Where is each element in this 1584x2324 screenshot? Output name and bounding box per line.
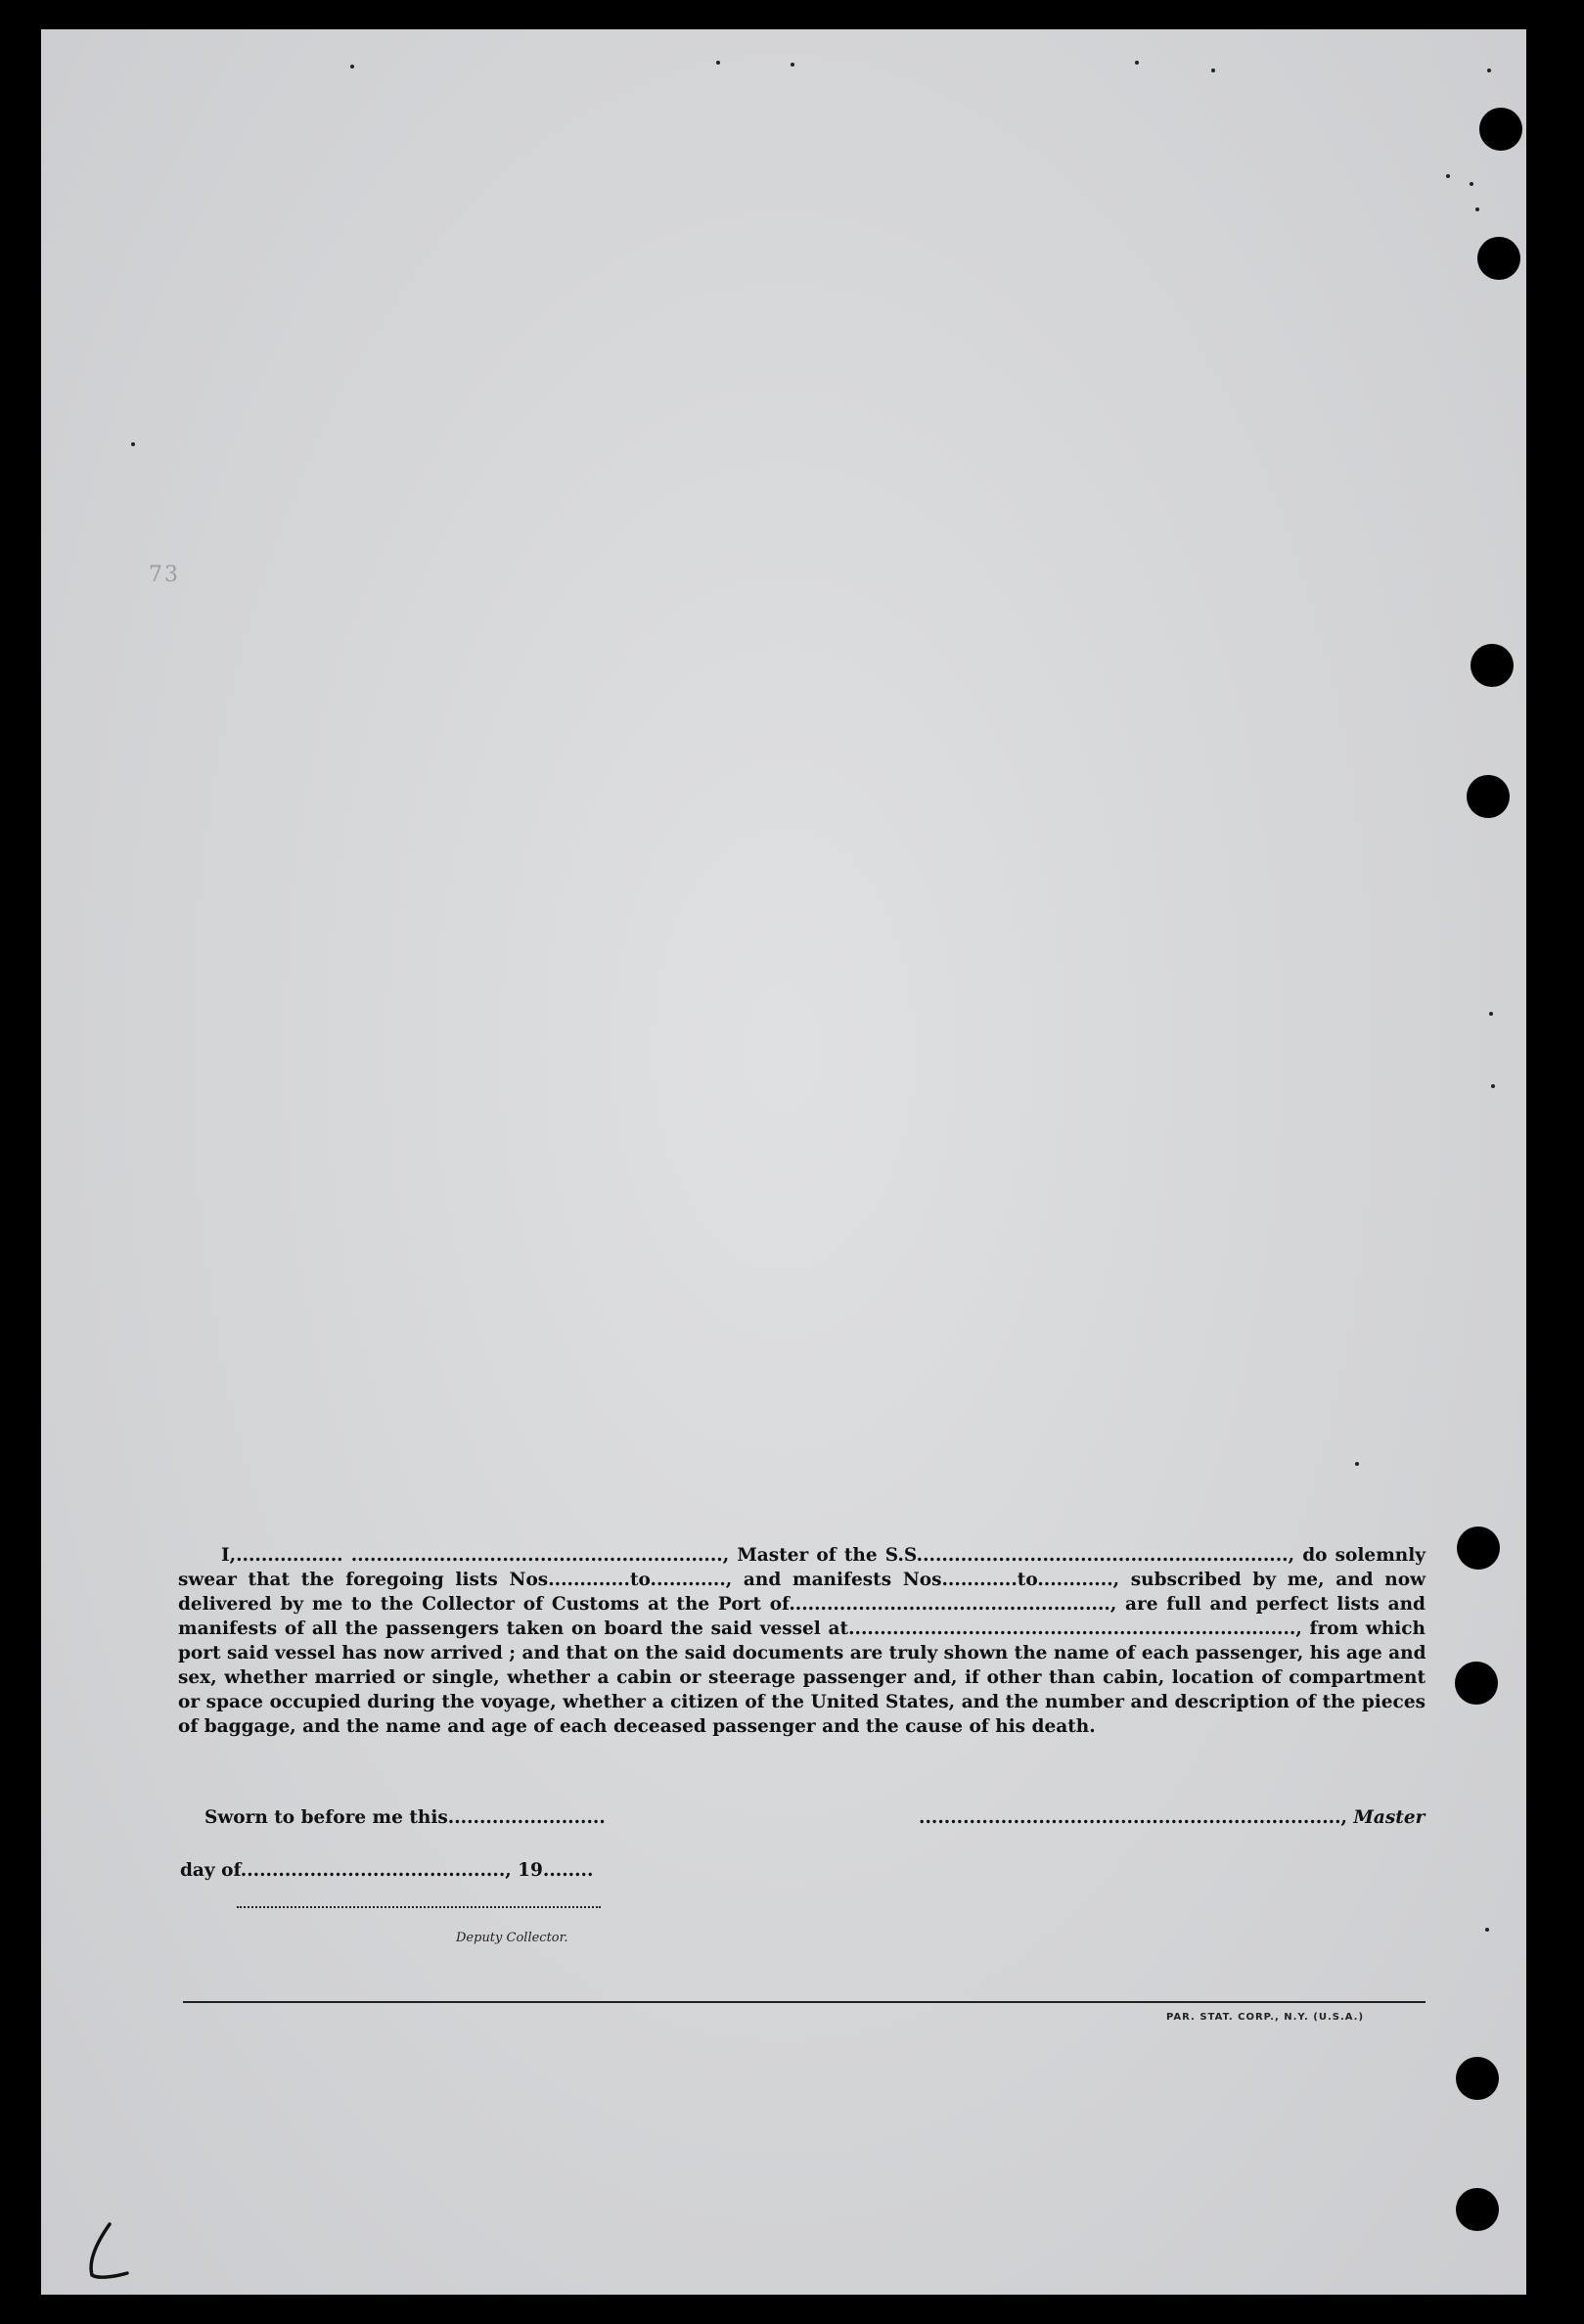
handwritten-mark — [80, 2216, 139, 2285]
binder-hole — [1477, 237, 1520, 280]
speck — [350, 65, 354, 68]
master-signature-line — [919, 1807, 1425, 1828]
sworn-statement: Sworn to before me this......................... — [204, 1807, 606, 1828]
speck — [1475, 207, 1479, 211]
oath-line: port said vessel has now arrived ; and that on the said documents are truly shown the name of each passenger, his age and — [178, 1643, 1426, 1663]
document-page — [41, 29, 1526, 2295]
binder-hole — [1467, 775, 1510, 818]
binder-hole — [1457, 1527, 1500, 1570]
oath-line: swear that the foregoing lists Nos.............to............, and manifests Nos............to............, subscribed by me, and now — [178, 1570, 1426, 1590]
date-line: day of.........................................., 19........ — [180, 1860, 594, 1881]
speck — [1489, 1012, 1493, 1016]
speck — [1487, 68, 1491, 72]
binder-hole — [1479, 108, 1522, 151]
oath-line: delivered by me to the Collector of Customs at the Port of..................................................., are full and perfect lists and — [178, 1594, 1426, 1615]
speck — [716, 61, 720, 65]
master-signature-dots: ..................................................................., — [919, 1807, 1354, 1828]
faint-mark: 73 — [149, 563, 180, 587]
footer-rule — [183, 2001, 1426, 2003]
deputy-signature-line — [237, 1906, 601, 1908]
binder-hole — [1471, 644, 1514, 687]
deputy-collector-label: Deputy Collector. — [456, 1931, 568, 1945]
oath-line: manifests of all the passengers taken on board the said vessel at......................................................................., from which — [178, 1618, 1426, 1639]
speck — [131, 442, 135, 446]
speck — [1485, 1928, 1489, 1932]
speck — [1446, 174, 1450, 178]
oath-line: or space occupied during the voyage, whether a citizen of the United States, and the number and description of the pieces — [178, 1692, 1426, 1712]
oath-line: I,................. ..........................................................., Master of the S.S..........................................................., do solemnly — [221, 1545, 1426, 1566]
master-label: Master — [1353, 1807, 1426, 1828]
binder-hole — [1456, 2188, 1499, 2231]
speck — [791, 63, 794, 67]
speck — [1470, 182, 1473, 186]
speck — [1211, 68, 1215, 72]
oath-line: sex, whether married or single, whether a cabin or steerage passenger and, if other than cabin, location of compartment — [178, 1667, 1426, 1688]
speck — [1355, 1462, 1359, 1466]
oath-paragraph — [178, 1543, 1426, 1739]
oath-line: of baggage, and the name and age of each deceased passenger and the cause of his death. — [178, 1716, 1096, 1737]
binder-hole — [1456, 2057, 1499, 2100]
binder-hole — [1455, 1662, 1498, 1705]
speck — [1135, 61, 1139, 65]
printer-imprint: PAR. STAT. CORP., N.Y. (U.S.A.) — [1166, 2012, 1365, 2023]
speck — [1491, 1084, 1495, 1088]
